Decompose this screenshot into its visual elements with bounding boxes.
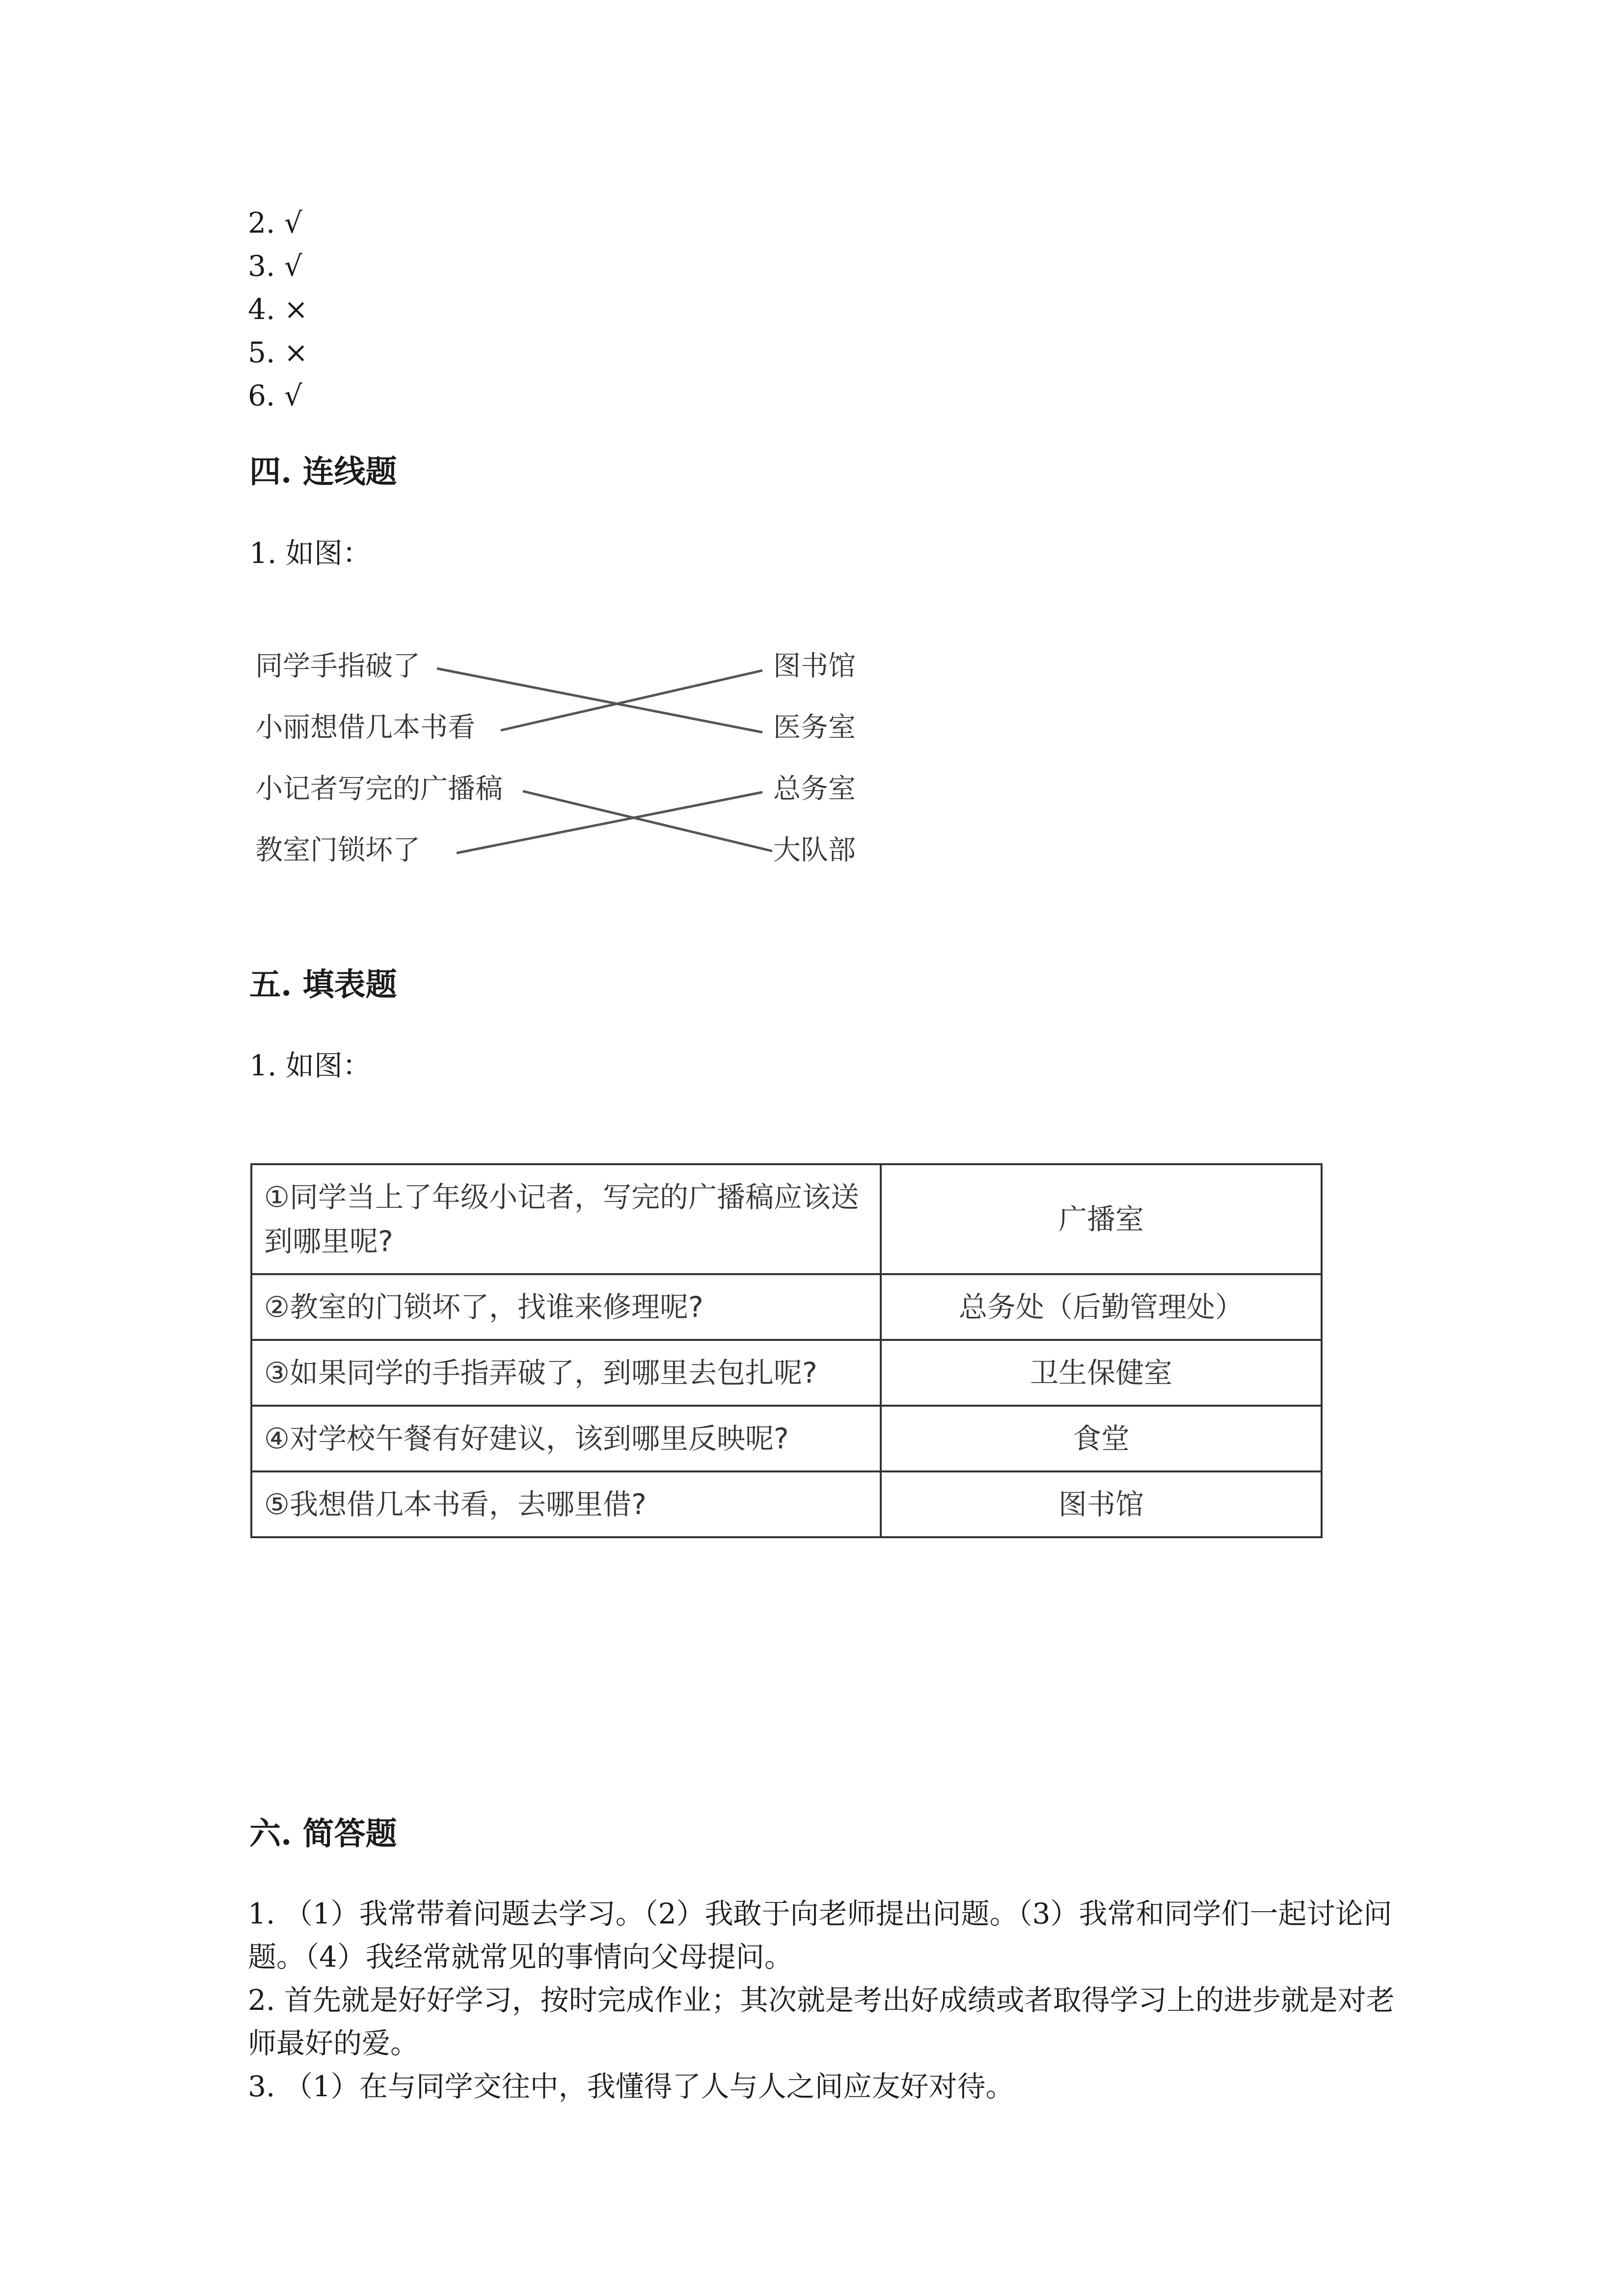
short-answer-list <box>248 1892 1416 2108</box>
match-line <box>523 791 772 851</box>
match-right-item: 大队部 <box>773 834 856 866</box>
match-left-item: 同学手指破了 <box>255 650 420 682</box>
match-connector-lines <box>248 638 866 883</box>
short-answer-section-heading: 六. 简答题 <box>249 1815 397 1852</box>
matching-figure <box>248 638 866 883</box>
matching-question-label: 1. 如图： <box>249 536 371 570</box>
match-line <box>457 792 762 853</box>
table-row <box>251 1471 1322 1537</box>
judgement-answer: 4. × <box>248 293 308 326</box>
table-question-cell: ①同学当上了年级小记者，写完的广播稿应该送到哪里呢? <box>251 1164 881 1274</box>
table-question-cell: ⑤我想借几本书看，去哪里借? <box>251 1471 881 1537</box>
table-section-heading: 五. 填表题 <box>249 966 397 1003</box>
table-row <box>251 1406 1322 1471</box>
table-answer-cell: 总务处（后勤管理处） <box>881 1274 1322 1340</box>
table-question-cell: ②教室的门锁坏了，找谁来修理呢? <box>251 1274 881 1340</box>
match-line <box>501 670 762 730</box>
table-row <box>251 1340 1322 1406</box>
table-answer-cell: 广播室 <box>881 1164 1322 1274</box>
match-right-item: 图书馆 <box>773 650 856 682</box>
table-answer-cell: 图书馆 <box>881 1471 1322 1537</box>
judgement-answer: 6. √ <box>248 379 302 412</box>
table-row <box>251 1164 1322 1274</box>
judgement-answer: 3. √ <box>248 249 302 283</box>
match-right-item: 医务室 <box>773 712 856 744</box>
table-answer-cell: 卫生保健室 <box>881 1340 1322 1406</box>
match-left-item: 小记者写完的广播稿 <box>255 773 503 805</box>
match-left-item: 教室门锁坏了 <box>255 834 420 866</box>
short-answer-paragraph: 3. （1）在与同学交往中，我懂得了人与人之间应友好对待。 <box>248 2070 1014 2103</box>
matching-section-heading: 四. 连线题 <box>249 454 397 490</box>
judgement-answer: 5. × <box>248 336 308 369</box>
judgement-answer-list <box>248 201 308 417</box>
table-answer-cell: 食堂 <box>881 1406 1322 1471</box>
match-line <box>437 668 762 732</box>
table-question-cell: ④对学校午餐有好建议，该到哪里反映呢? <box>251 1406 881 1471</box>
match-left-item: 小丽想借几本书看 <box>255 712 475 744</box>
judgement-answer: 2. √ <box>248 206 302 240</box>
table-row <box>251 1274 1322 1340</box>
short-answer-paragraph: 1. （1）我常带着问题去学习。（2）我敢于向老师提出问题。（3）我常和同学们一起讨论问题。（4）我经常就常见的事情向父母提问。 <box>248 1897 1392 1974</box>
match-right-item: 总务室 <box>773 773 856 805</box>
table-question-label: 1. 如图： <box>249 1049 371 1082</box>
short-answer-paragraph: 2. 首先就是好好学习，按时完成作业；其次就是考出好成绩或者取得学习上的进步就是对老师最好的爱。 <box>248 1983 1395 2060</box>
table-question-cell: ③如果同学的手指弄破了，到哪里去包扎呢? <box>251 1340 881 1406</box>
answer-table <box>250 1163 1323 1538</box>
